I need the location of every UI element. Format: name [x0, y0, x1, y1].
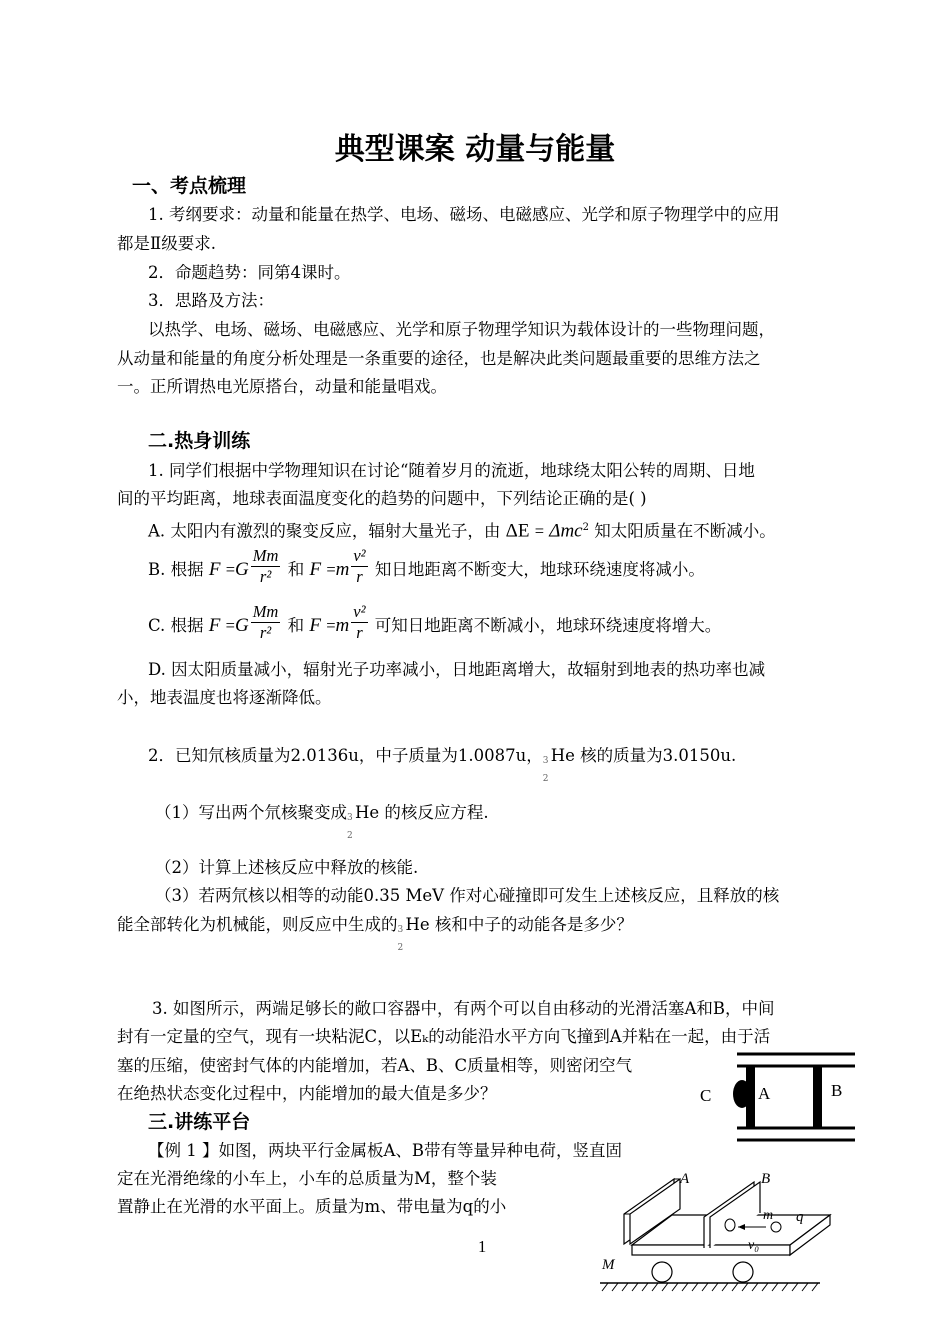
paragraph: 以热学、电场、磁场、电磁感应、光学和原子物理学知识为载体设计的一些物理问题，	[148, 320, 775, 339]
formula-equals: =	[534, 521, 545, 541]
section-1-heading: 一、考点梳理	[132, 175, 247, 197]
mass-number: 3	[397, 924, 404, 935]
question-2-part-1	[155, 802, 489, 841]
option-a-text: A. 太阳内有激烈的聚变反应，辐射大量光子，由	[148, 521, 501, 541]
denominator: r²	[259, 567, 272, 586]
option-a-text: 知太阳质量在不断减小。	[594, 521, 776, 541]
page-title: 典型课案 动量与能量	[334, 132, 616, 167]
formula-m: m	[335, 615, 350, 636]
formula-equals: =	[326, 616, 336, 635]
mass-number: 3	[347, 812, 353, 823]
formula-f: F	[309, 615, 321, 636]
formula-equals: =	[326, 560, 336, 579]
atomic-number: 2	[542, 773, 549, 784]
isotope-notation	[397, 915, 406, 953]
section-2-heading: 二.热身训练	[148, 430, 251, 452]
isotope-notation	[542, 746, 551, 784]
question-3: 塞的压缩，使密封气体的内能增加，若A、B、C质量相等，则密闭空气	[117, 1056, 633, 1075]
formula-f: F	[309, 559, 322, 580]
question-text: He 核和中子的动能各是多少？	[405, 915, 633, 934]
option-b-text: B. 根据	[148, 560, 204, 579]
numerator: Mm	[252, 602, 279, 621]
option-c	[148, 604, 721, 648]
formula-m: m	[335, 559, 350, 580]
formula-g: G	[234, 615, 249, 636]
label-b: B	[831, 1081, 843, 1100]
option-c-text: 可知日地距离不断减小，地球环绕速度将增大。	[374, 616, 722, 635]
question-2-part-3: （3）若两氘核以相等的动能0.35 MeV 作对心碰撞即可发生上述核反应，且释放的核	[155, 886, 780, 905]
question-text: 2．已知氘核质量为2.0136u，中子质量为1.0087u，	[148, 746, 543, 765]
formula-equals: =	[225, 616, 235, 635]
question-2	[148, 745, 737, 784]
label-plate-b: B	[761, 1171, 771, 1187]
numerator: v²	[353, 602, 366, 621]
conjunction: 和	[287, 616, 305, 635]
example-text: 【例 1 】如图，两块平行金属板A、B带有等量异种电荷，竖直固	[148, 1141, 623, 1160]
formula-fraction	[351, 602, 367, 643]
label-plate-a: A	[680, 1171, 690, 1187]
option-b	[148, 548, 705, 592]
charged-plates-cart-figure	[590, 1165, 840, 1305]
question-2-part-2: （2）计算上述核反应中释放的核能.	[155, 858, 419, 877]
paragraph: 一。正所谓热电光原搭台，动量和能量唱戏。	[117, 377, 447, 396]
question-3: 3. 如图所示，两端足够长的敞口容器中，有两个可以自由移动的光滑活塞A和B，中间	[152, 999, 775, 1018]
question-2-part-3	[117, 914, 633, 953]
formula-equals: =	[225, 560, 236, 579]
label-velocity: v₀	[748, 1238, 760, 1253]
piston-container-figure	[695, 1050, 865, 1150]
question-text: He 核的质量为3.0150u.	[550, 746, 737, 765]
formula-g: G	[235, 559, 249, 580]
question-text: 1. 同学们根据中学物理知识在讨论“随着岁月的流逝，地球绕太阳公转的周期、日地	[148, 461, 755, 480]
example-text: 置静止在光滑的水平面上。质量为m、带电量为q的小	[117, 1197, 507, 1216]
numerator: v²	[353, 546, 366, 565]
atomic-number: 2	[347, 830, 353, 841]
denominator: r	[356, 623, 363, 642]
question-3: 在绝热状态变化过程中，内能增加的最大值是多少？	[117, 1084, 497, 1103]
paragraph: 都是Ⅱ级要求.	[117, 234, 216, 253]
formula-fraction	[251, 602, 281, 643]
label-cart-mass: M	[602, 1257, 615, 1273]
example-text: 定在光滑绝缘的小车上，小车的总质量为M，整个装	[117, 1169, 497, 1188]
option-d: D. 因太阳质量减小，辐射光子功率减小，日地距离增大，故辐射到地表的热功率也减	[148, 660, 766, 679]
formula-fraction	[251, 546, 281, 587]
formula-f: F	[208, 559, 221, 580]
page-number: 1	[478, 1237, 487, 1256]
question-text: 能全部转化为机械能，则反应中生成的	[117, 915, 398, 934]
label-c: C	[700, 1086, 712, 1105]
label-charge-q: q	[796, 1209, 804, 1225]
formula-exponent: 2	[582, 522, 589, 533]
numerator: Mm	[252, 546, 279, 565]
paragraph: 1. 考纲要求：动量和能量在热学、电场、磁场、电磁感应、光学和原子物理学中的应用	[148, 205, 780, 224]
formula-delta-e: ΔE	[505, 520, 530, 542]
label-a: A	[758, 1084, 771, 1103]
paragraph: 2．命题趋势：同第4课时。	[148, 263, 351, 282]
question-text: 间的平均距离，地球表面温度变化的趋势的问题中，下列结论正确的是( )	[117, 489, 647, 508]
option-d: 小，地表温度也将逐渐降低。	[117, 688, 332, 707]
atomic-number: 2	[397, 942, 404, 953]
option-b-text: 知日地距离不断变大，地球环绕速度将减小。	[374, 560, 705, 579]
mass-number: 3	[542, 755, 549, 766]
label-mass-m: m	[763, 1208, 774, 1223]
denominator: r	[356, 567, 363, 586]
conjunction: 和	[287, 560, 305, 579]
formula-f: F	[208, 615, 221, 636]
option-a	[148, 517, 776, 543]
question-text: He 的核反应方程.	[355, 803, 489, 822]
option-c-text: C. 根据	[148, 616, 204, 635]
formula-delta-mc: Δmc	[549, 520, 583, 542]
paragraph: 3．思路及方法：	[148, 291, 274, 310]
denominator: r²	[259, 623, 272, 642]
section-3-heading: 三.讲练平台	[148, 1111, 251, 1133]
question-3: 封有一定量的空气，现有一块粘泥C，以Eₖ的动能沿水平方向飞撞到A并粘在一起，由于活	[117, 1027, 771, 1046]
question-text: （1）写出两个氘核聚变成	[155, 803, 347, 822]
paragraph: 从动量和能量的角度分析处理是一条重要的途径，也是解决此类问题最重要的思维方法之	[117, 349, 761, 368]
formula-fraction	[351, 546, 367, 587]
isotope-notation	[347, 803, 355, 841]
